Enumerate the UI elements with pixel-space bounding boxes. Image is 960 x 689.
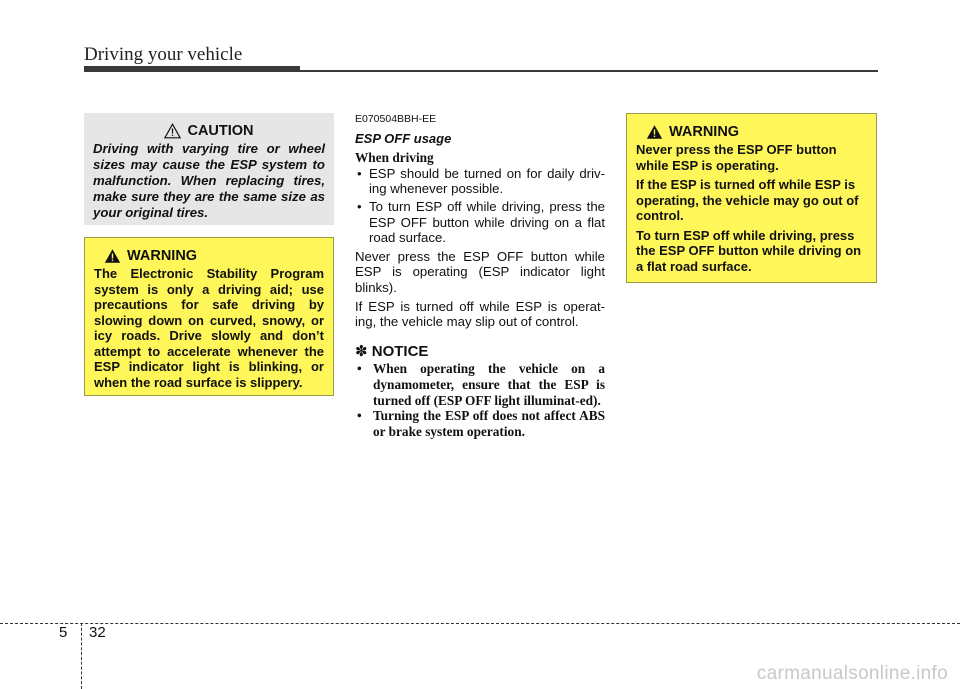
header-bar: [84, 66, 300, 72]
driving-bullets: [355, 166, 605, 246]
footer-divider: [81, 623, 82, 689]
warning-text-right: [636, 142, 867, 274]
warning-title-left: WARNING: [127, 248, 198, 264]
warning-text-left: The Electronic Stability Program system is only a driving aid; use precautions for safe driving by slowing down on curved, snowy, or icy roads. Drive slowly and don’t attempt to accelerate whenever the ESP indicator light is blinking, or when the road surface is slippery.: [94, 266, 324, 390]
warning-title-right: WARNING: [669, 124, 740, 140]
paragraph: Never press the ESP OFF button while ESP is operating.: [636, 142, 837, 173]
caution-text: Driving with varying tire or wheel sizes may cause the ESP system to malfunction. When replacing tires, make sure they are the same size as your original tires.: [93, 141, 325, 220]
warning-box-left: [84, 237, 334, 396]
caution-title: CAUTION: [187, 123, 254, 139]
caution-heading: [93, 123, 325, 139]
list-item: • ESP should be turned on for daily driv-ing whenever possible.: [355, 166, 605, 197]
paragraph: To turn ESP off while driving, press the ESP OFF button while driving on a flat road surface.: [636, 227, 862, 274]
section-subhead: ESP OFF usage: [355, 130, 452, 146]
watermark: carmanualsonline.info: [756, 663, 948, 684]
paragraph: Never press the ESP OFF button while ESP is operating (ESP indicator light blinks).: [355, 248, 605, 295]
when-driving-label: When driving: [355, 150, 434, 166]
paragraph: If the ESP is turned off while ESP is operating, the vehicle may go out of control.: [636, 177, 859, 223]
warning-heading-left: [94, 248, 324, 264]
warning-triangle-icon: [646, 124, 663, 140]
header-rule: [300, 70, 878, 72]
notice-list: [355, 361, 605, 439]
caution-box: [84, 113, 334, 225]
section-code: E070504BBH-EE: [355, 113, 437, 125]
page-number: 32: [89, 624, 106, 641]
warning-box-right: [626, 113, 877, 283]
list-item: • Turning the ESP off does not affect ABS or brake system operation.: [355, 408, 605, 439]
esp-off-section: [355, 112, 605, 439]
list-item: • To turn ESP off while driving, press the ESP OFF button while driving on a flat road surface.: [355, 199, 605, 246]
list-item: • When operating the vehicle on a dynamometer, ensure that the ESP is turned off (ESP OFF light illuminat-ed).: [355, 361, 605, 408]
footer-rule: [0, 623, 960, 624]
chapter-number: 5: [59, 624, 68, 641]
paragraph: If ESP is turned off while ESP is operat-ing, the vehicle may slip out of control.: [355, 298, 605, 330]
caution-triangle-icon: [164, 123, 181, 139]
page-header-title: Driving your vehicle: [84, 44, 243, 65]
notice-title: ✽ NOTICE: [355, 342, 429, 360]
warning-triangle-icon: [104, 248, 121, 264]
warning-heading-right: [636, 124, 867, 140]
